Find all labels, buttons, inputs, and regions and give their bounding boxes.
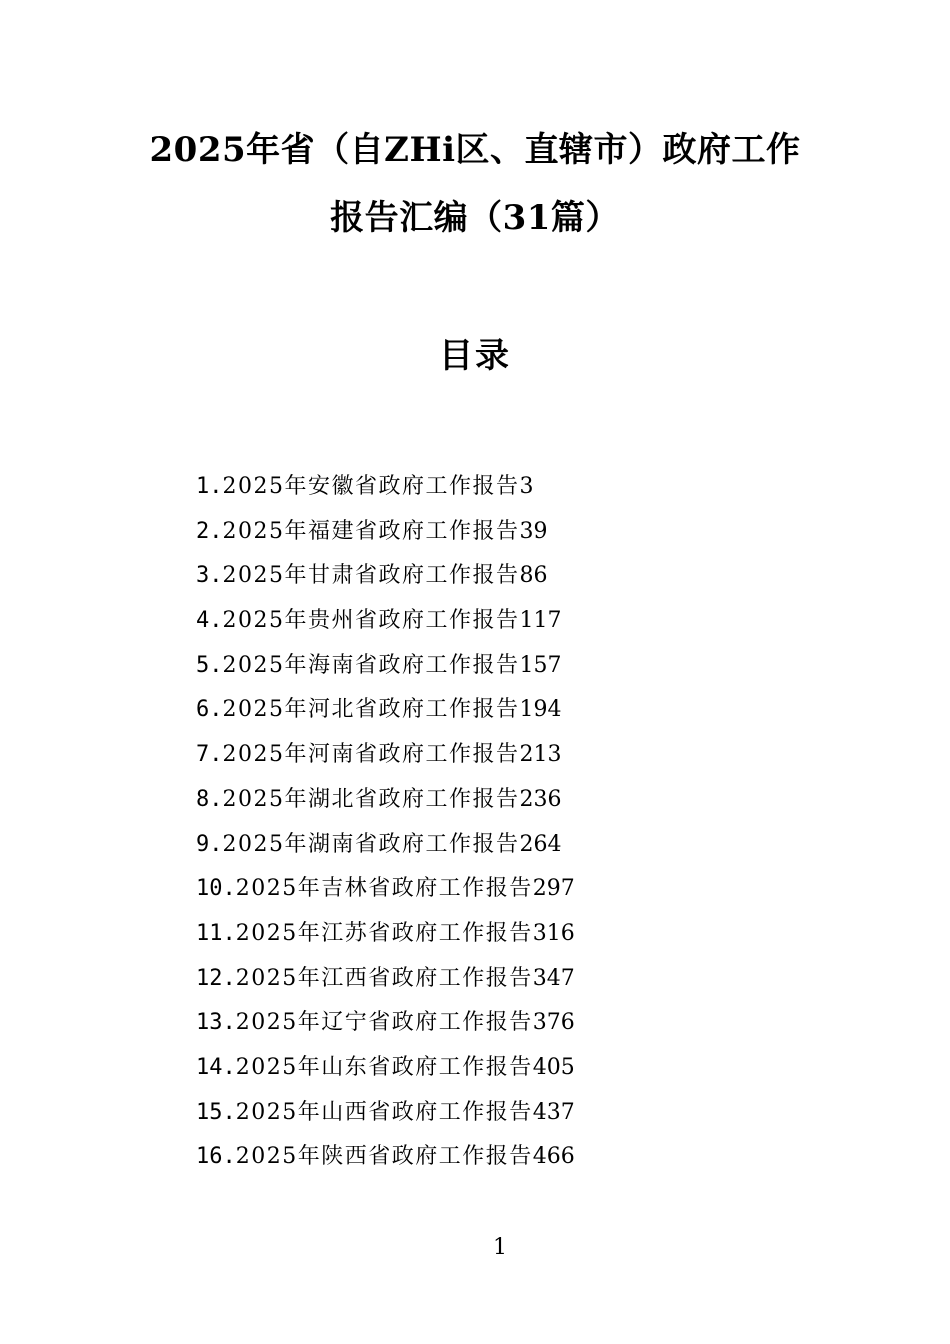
toc-item-number: 4. <box>196 608 223 634</box>
toc-item[interactable] <box>196 962 575 1007</box>
toc-item-number: 13. <box>196 1010 236 1036</box>
toc-item-title: 2025年江苏省政府工作报告 <box>235 920 533 946</box>
toc-item-number: 1. <box>196 474 223 499</box>
toc-item[interactable] <box>196 872 575 917</box>
toc-item[interactable] <box>196 1096 575 1141</box>
toc-item-page: 86 <box>519 563 548 589</box>
toc-item[interactable] <box>196 515 575 560</box>
toc-item-title: 2025年山东省政府工作报告 <box>235 1054 533 1080</box>
toc-item-title: 2025年海南省政府工作报告 <box>222 652 520 678</box>
toc-item-page: 405 <box>532 1054 575 1080</box>
toc-item[interactable] <box>196 693 575 738</box>
toc-item-title: 2025年山西省政府工作报告 <box>235 1099 533 1125</box>
toc-item-number: 10. <box>196 876 236 902</box>
toc-item-title: 2025年福建省政府工作报告 <box>222 518 520 544</box>
toc-item[interactable] <box>196 649 575 694</box>
toc-item[interactable] <box>196 604 575 649</box>
toc-item-page: 213 <box>519 742 562 768</box>
toc-item-page: 236 <box>519 786 562 812</box>
toc-item-number: 5. <box>196 652 223 678</box>
toc-item-title: 2025年江西省政府工作报告 <box>235 965 533 991</box>
document-title-line-1: 2025年省（自ZHi区、直辖市）政府工作 <box>149 130 801 170</box>
toc-item-page: 157 <box>519 652 562 678</box>
toc-item[interactable] <box>196 917 575 962</box>
toc-item-title: 2025年贵州省政府工作报告 <box>222 608 520 634</box>
toc-item-number: 14. <box>196 1054 236 1080</box>
toc-item-number: 6. <box>196 697 223 723</box>
toc-item-title: 2025年吉林省政府工作报告 <box>235 876 533 902</box>
toc-item-title: 2025年河北省政府工作报告 <box>222 697 520 723</box>
toc-item-page: 297 <box>532 876 575 902</box>
toc-item[interactable] <box>196 1140 575 1185</box>
toc-item-page: 117 <box>519 608 562 634</box>
page-number: 1 <box>493 1235 507 1260</box>
toc-item-number: 8. <box>196 786 223 812</box>
toc-item-page: 347 <box>532 965 575 991</box>
toc-item-page: 39 <box>519 518 548 544</box>
toc-item-page: 437 <box>532 1099 575 1125</box>
toc-item[interactable] <box>196 738 575 783</box>
toc-item[interactable] <box>196 559 575 604</box>
toc-item-number: 15. <box>196 1099 236 1125</box>
toc-item-number: 2. <box>196 518 223 544</box>
toc-item-title: 2025年河南省政府工作报告 <box>222 742 520 768</box>
toc-item-page: 376 <box>532 1010 575 1036</box>
toc-list <box>196 470 575 1185</box>
toc-item-number: 12. <box>196 965 236 991</box>
toc-item[interactable] <box>196 1006 575 1051</box>
toc-item-title: 2025年甘肃省政府工作报告 <box>222 563 520 589</box>
toc-item-title: 2025年辽宁省政府工作报告 <box>235 1010 533 1036</box>
toc-item-number: 9. <box>196 831 223 857</box>
toc-item[interactable] <box>196 783 575 828</box>
document-title-line-2: 报告汇编（31篇） <box>330 198 620 238</box>
toc-item-page: 466 <box>532 1144 575 1170</box>
toc-item-title: 2025年安徽省政府工作报告 <box>222 474 520 499</box>
toc-item-number: 16. <box>196 1144 236 1170</box>
toc-item-title: 2025年湖南省政府工作报告 <box>222 831 520 857</box>
toc-item-number: 11. <box>196 920 236 946</box>
toc-item[interactable] <box>196 828 575 873</box>
toc-item-number: 7. <box>196 742 223 768</box>
toc-item-page: 264 <box>519 831 562 857</box>
toc-item-title: 2025年湖北省政府工作报告 <box>222 786 520 812</box>
toc-item[interactable] <box>196 1051 575 1096</box>
toc-item[interactable] <box>196 470 575 515</box>
toc-item-title: 2025年陕西省政府工作报告 <box>235 1144 533 1170</box>
toc-item-page: 194 <box>519 697 562 723</box>
toc-heading: 目录 <box>439 336 511 376</box>
toc-item-number: 3. <box>196 563 223 589</box>
toc-item-page: 316 <box>532 920 575 946</box>
toc-item-page: 3 <box>519 474 534 499</box>
